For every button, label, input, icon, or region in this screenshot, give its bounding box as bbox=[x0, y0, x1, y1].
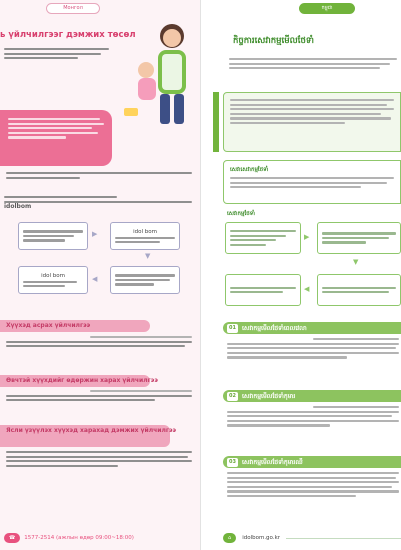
khmer-process-step-1 bbox=[225, 222, 301, 254]
section-3-text bbox=[6, 451, 192, 467]
section-1-text bbox=[6, 336, 192, 347]
footer-url: idolbom.go.kr bbox=[242, 535, 281, 541]
khmer-section-1-text bbox=[227, 338, 399, 359]
footer-phone: 1577-2514 (ажлын өдөр 09:00~18:00) bbox=[24, 534, 134, 541]
khmer-section-heading-3-label: សេវាកម្មមើលថែទាំកុមារឈឺ bbox=[242, 458, 303, 466]
arrow-left-icon: ◀ bbox=[92, 275, 98, 283]
right-notice-box bbox=[223, 92, 401, 152]
process-step-2 bbox=[110, 222, 180, 250]
right-page-title: កិច្ចការសេវាកម្មមើលថែទាំ bbox=[233, 36, 314, 46]
khmer-section-2-text bbox=[227, 406, 399, 427]
left-page-tab: Монгол bbox=[46, 3, 100, 14]
globe-icon: ⌂ bbox=[223, 533, 236, 543]
arrow-down-icon: ▼ bbox=[353, 258, 359, 266]
caregiver-illustration bbox=[118, 14, 198, 134]
intro-highlight-box bbox=[0, 110, 112, 166]
khmer-process-step-3 bbox=[225, 274, 301, 306]
phone-icon: ☎ bbox=[4, 533, 20, 543]
khmer-section-heading-2-label: សេវាកម្មមើលថែទាំកុមារ bbox=[242, 392, 296, 400]
section-heading-2: Өвчтэй хүүхдийг өдөржин харах үйлчилгээ bbox=[0, 375, 150, 387]
left-eligibility-text bbox=[6, 172, 192, 179]
khmer-section-3-text bbox=[227, 472, 399, 497]
khmer-process-step-2 bbox=[317, 222, 401, 254]
khmer-section-heading-3 bbox=[223, 456, 401, 468]
brand-idolbom: idolbom bbox=[4, 202, 32, 210]
arrow-left-icon: ◀ bbox=[304, 285, 310, 293]
left-intro-text bbox=[4, 48, 109, 59]
right-footer bbox=[223, 528, 401, 548]
left-footer bbox=[0, 525, 200, 550]
process-step-4 bbox=[110, 266, 180, 294]
section-heading-1: Хүүхэд асрах үйлчилгээ bbox=[0, 320, 150, 332]
right-about-box bbox=[223, 160, 401, 204]
process-step-1 bbox=[18, 222, 88, 250]
arrow-right-icon: ▶ bbox=[304, 233, 310, 241]
arrow-right-icon: ▶ bbox=[92, 230, 98, 238]
right-page-tab: កម្ពុជា bbox=[299, 3, 355, 14]
process-step-2-label: idol bom bbox=[133, 228, 157, 235]
right-page-khmer bbox=[200, 0, 400, 550]
section-heading-3: Ясли үзүүлэх хүүхэд харахад дэмжих үйлчилгээ bbox=[0, 425, 170, 447]
process-section-label: សេវាកម្មថែទាំ bbox=[227, 211, 255, 217]
section-number-1: 01 bbox=[227, 324, 238, 333]
right-intro-text bbox=[229, 58, 397, 69]
section-number-2: 02 bbox=[227, 392, 238, 401]
notice-accent-bar bbox=[213, 92, 219, 152]
khmer-section-heading-2 bbox=[223, 390, 401, 402]
about-label: សេវាសេវាកម្មថែទាំ bbox=[230, 167, 269, 173]
khmer-process-step-4 bbox=[317, 274, 401, 306]
section-2-text bbox=[6, 390, 192, 401]
left-page-title: ь үйлчилгээг дэмжих төсөл bbox=[0, 30, 136, 40]
section-number-3: 03 bbox=[227, 458, 238, 467]
left-page-mongolian bbox=[0, 0, 200, 550]
footer-divider bbox=[286, 538, 401, 539]
khmer-section-heading-1 bbox=[223, 322, 401, 334]
arrow-down-icon: ▼ bbox=[145, 252, 151, 260]
left-application-text bbox=[4, 196, 192, 210]
khmer-section-heading-1-label: សេវាកម្មមើលថែទាំពេលវេលា bbox=[242, 324, 307, 332]
process-step-3 bbox=[18, 266, 88, 294]
process-step-3-label: idol bom bbox=[41, 272, 65, 279]
